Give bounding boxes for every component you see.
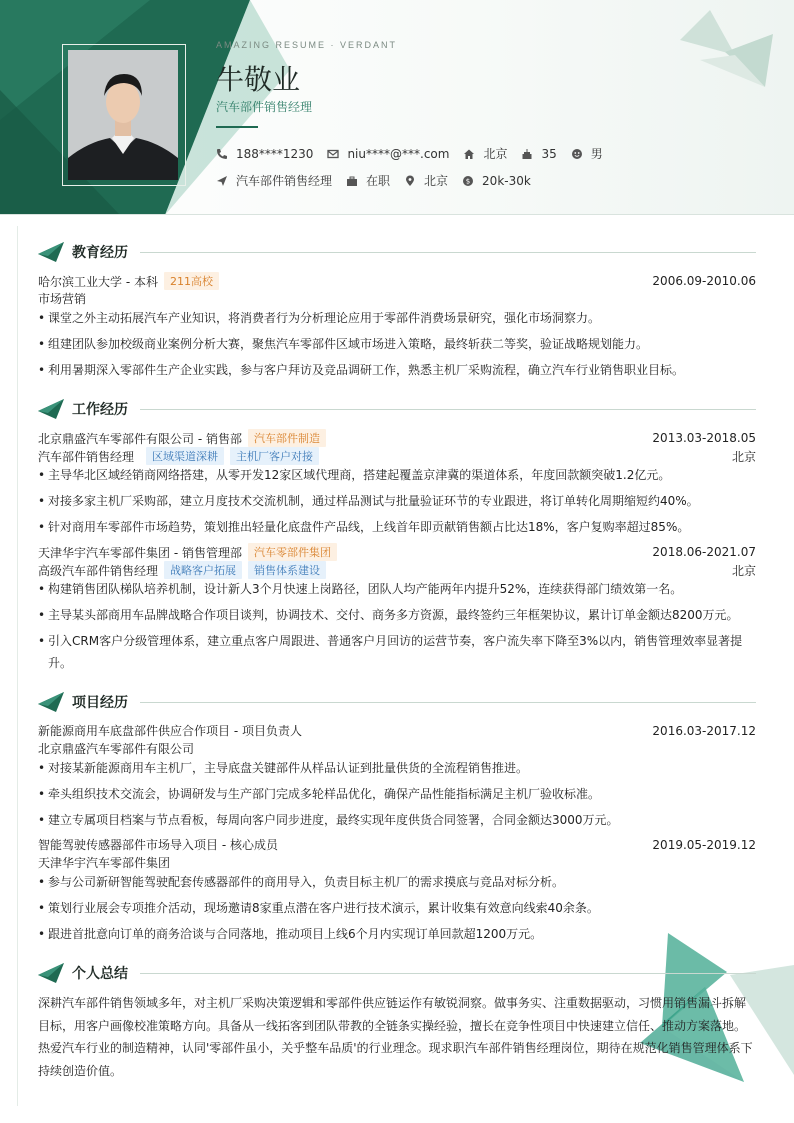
education-major (38, 290, 756, 307)
education-row (38, 272, 756, 290)
resume-header (0, 0, 794, 215)
phone-text: 188****1230 (236, 146, 314, 161)
section-education-header (38, 241, 756, 263)
skill-tag: 主机厂客户对接 (230, 447, 319, 465)
job-date: 2013.03-2018.05 (652, 431, 756, 445)
section-work-header (38, 398, 756, 420)
send-icon (216, 175, 228, 187)
location-icon (404, 175, 416, 187)
mail-icon (327, 148, 339, 160)
section-projects-header (38, 691, 756, 713)
project-row (38, 836, 756, 853)
title-underline (216, 126, 258, 128)
intent-position (216, 172, 332, 189)
list-item: • 针对商用车零部件市场趋势，策划推出轻量化底盘件产品线，上线首年即贡献销售额占比达18%，客户复购率超过85%。 (38, 516, 754, 538)
section-title: 工作经历 (72, 402, 128, 418)
intent-city (404, 172, 448, 189)
header-divider (0, 214, 794, 215)
summary-text: 深耕汽车部件销售领域多年，对主机厂采购决策逻辑和零部件供应链运作有敏锐洞察。做事务实、注重数据驱动，习惯用销售漏斗拆解目标，用客户画像校准策略方向。具备从一线拓客到团队带教的全链条实操经验，擅长在竞争性项目中快速建立信任、推动方案落地。热爱汽车行业的制造精神，认同'零部件虽小，关乎整车品质'的行业理念。现求职汽车部件销售经理岗位，期待在规范化销售管理体系下持续创造价值。 (38, 996, 753, 1078)
list-item: • 课堂之外主动拓展汽车产业知识，将消费者行为分析理论应用于零部件消费场景研究，强化市场洞察力。 (38, 307, 754, 329)
skill-tag: 区域渠道深耕 (146, 447, 224, 465)
contact-email (327, 147, 449, 161)
list-item: • 引入CRM客户分级管理体系，建立重点客户周跟进、普通客户月回访的运营节奏，客户流失率下降至3%以内，销售管理效率显著提升。 (38, 630, 754, 674)
list-item: • 跟进首批意向订单的商务洽谈与合同落地，推动项目上线6个月内实现订单回款超1200万元。 (38, 923, 754, 945)
job-position-row (38, 447, 756, 465)
project-name: 智能驾驶传感器部件市场导入项目 - 核心成员 (38, 838, 278, 852)
avatar (68, 50, 178, 180)
section-rule (140, 702, 756, 703)
candidate-title: 汽车部件销售经理 (216, 100, 313, 114)
age-text: 35 (541, 146, 557, 161)
project-org-row (38, 854, 756, 871)
list-item: • 对接某新能源商用车主机厂，主导底盘关键部件从样品认证到批量供货的全流程销售推进。 (38, 757, 754, 779)
contact-city (463, 145, 507, 162)
list-item: • 对接多家主机厂采购部，建立月度技术交流机制，通过样品测试与批量验证环节的专业跟进，将订单转化周期缩短约40%。 (38, 490, 754, 512)
job-position: 高级汽车部件销售经理 (38, 563, 159, 578)
project-org: 天津华宇汽车零部件集团 (38, 856, 171, 870)
intent-position-text: 汽车部件销售经理 (236, 174, 333, 188)
section-summary-header (38, 962, 756, 984)
cake-icon (521, 148, 533, 160)
list-item: • 参与公司新研智能驾驶配套传感器部件的商用导入，负责目标主机厂的需求摸底与竞品对标分析。 (38, 871, 754, 893)
section-rule (140, 409, 756, 410)
job-position-row (38, 561, 756, 579)
project-date: 2016.03-2017.12 (652, 723, 756, 738)
section-rule (140, 973, 756, 974)
paper-plane-icon (38, 242, 64, 262)
project-org-row (38, 740, 756, 757)
city-text: 北京 (483, 147, 508, 161)
list-item: • 组建团队参加校级商业案例分析大赛，聚焦汽车零部件区域市场进入策略，最终斩获二等奖，验证战略规划能力。 (38, 333, 754, 355)
briefcase-icon (346, 175, 358, 187)
paper-plane-icon (38, 963, 64, 983)
salary-icon (462, 175, 474, 187)
job-row (38, 543, 756, 561)
side-line (17, 226, 18, 1106)
list-item: • 建立专属项目档案与节点看板，每周向客户同步进度，最终实现年度供货合同签署，合同金额达3000万元。 (38, 809, 754, 831)
resume-tagline: AMAZING RESUME · VERDANT (216, 40, 398, 50)
phone-icon (216, 148, 228, 160)
project-date: 2019.05-2019.12 (652, 837, 756, 852)
list-item: • 利用暑期深入零部件生产企业实践，参与客户拜访及竞品调研工作，熟悉主机厂采购流程，确立汽车行业销售职业目标。 (38, 359, 754, 381)
contact-row (216, 145, 617, 162)
intent-salary-text: 20k-30k (482, 173, 531, 188)
school-tag: 211高校 (164, 272, 219, 290)
job-row (38, 429, 756, 447)
gender-text: 男 (590, 147, 603, 161)
industry-tag: 汽车部件制造 (248, 429, 326, 447)
paper-plane-icon (38, 399, 64, 419)
job-company: 天津华宇汽车零部件集团 - 销售管理部 (38, 545, 242, 560)
list-item: • 主导华北区域经销商网络搭建，从零开发12家区域代理商，搭建起覆盖京津冀的渠道体系，年度回款额突破1.2亿元。 (38, 464, 754, 486)
intent-salary (462, 174, 531, 188)
candidate-name: 牛敬业 (216, 63, 301, 96)
school-name: 哈尔滨工业大学 - 本科 (38, 274, 158, 289)
section-title: 教育经历 (72, 245, 128, 261)
contact-age (521, 147, 556, 161)
project-row (38, 722, 756, 739)
list-item: • 主导某头部商用车品牌战略合作项目谈判，协调技术、交付、商务多方资源，最终签约三年框架协议，累计订单金额达8200万元。 (38, 604, 754, 626)
skill-tag: 战略客户拓展 (164, 561, 242, 579)
job-city: 北京 (731, 449, 756, 464)
home-icon (463, 148, 475, 160)
section-rule (140, 252, 756, 253)
svg-text:$: $ (465, 177, 471, 185)
project-name: 新能源商用车底盘部件供应合作项目 - 项目负责人 (38, 724, 302, 738)
section-title: 项目经历 (72, 695, 128, 711)
intent-status-text: 在职 (366, 174, 391, 188)
project-org: 北京鼎盛汽车零部件有限公司 (38, 742, 195, 756)
job-city: 北京 (731, 563, 756, 578)
job-date: 2018.06-2021.07 (652, 545, 756, 559)
gender-icon (571, 148, 583, 160)
industry-tag: 汽车零部件集团 (248, 543, 337, 561)
job-position: 汽车部件销售经理 (38, 449, 135, 464)
education-date: 2006.09-2010.06 (652, 274, 756, 288)
contact-phone (216, 147, 313, 161)
intent-status (346, 172, 390, 189)
job-company: 北京鼎盛汽车零部件有限公司 - 销售部 (38, 431, 242, 446)
intent-row (216, 172, 545, 189)
contact-gender (571, 145, 603, 162)
list-item: • 牵头组织技术交流会，协调研发与生产部门完成多轮样品优化，确保产品性能指标满足主机厂验收标准。 (38, 783, 754, 805)
section-title: 个人总结 (72, 966, 128, 982)
list-item: • 策划行业展会专项推介活动，现场邀请8家重点潜在客户进行技术演示，累计收集有效意向线索40余条。 (38, 897, 754, 919)
intent-city-text: 北京 (424, 174, 449, 188)
major-text: 市场营销 (38, 292, 87, 306)
email-text: niu****@***.com (347, 146, 450, 161)
paper-plane-icon (38, 692, 64, 712)
list-item: • 构建销售团队梯队培养机制，设计新人3个月快速上岗路径，团队人均产能两年内提升52%，连续获得部门绩效第一名。 (38, 578, 754, 600)
skill-tag: 销售体系建设 (248, 561, 326, 579)
